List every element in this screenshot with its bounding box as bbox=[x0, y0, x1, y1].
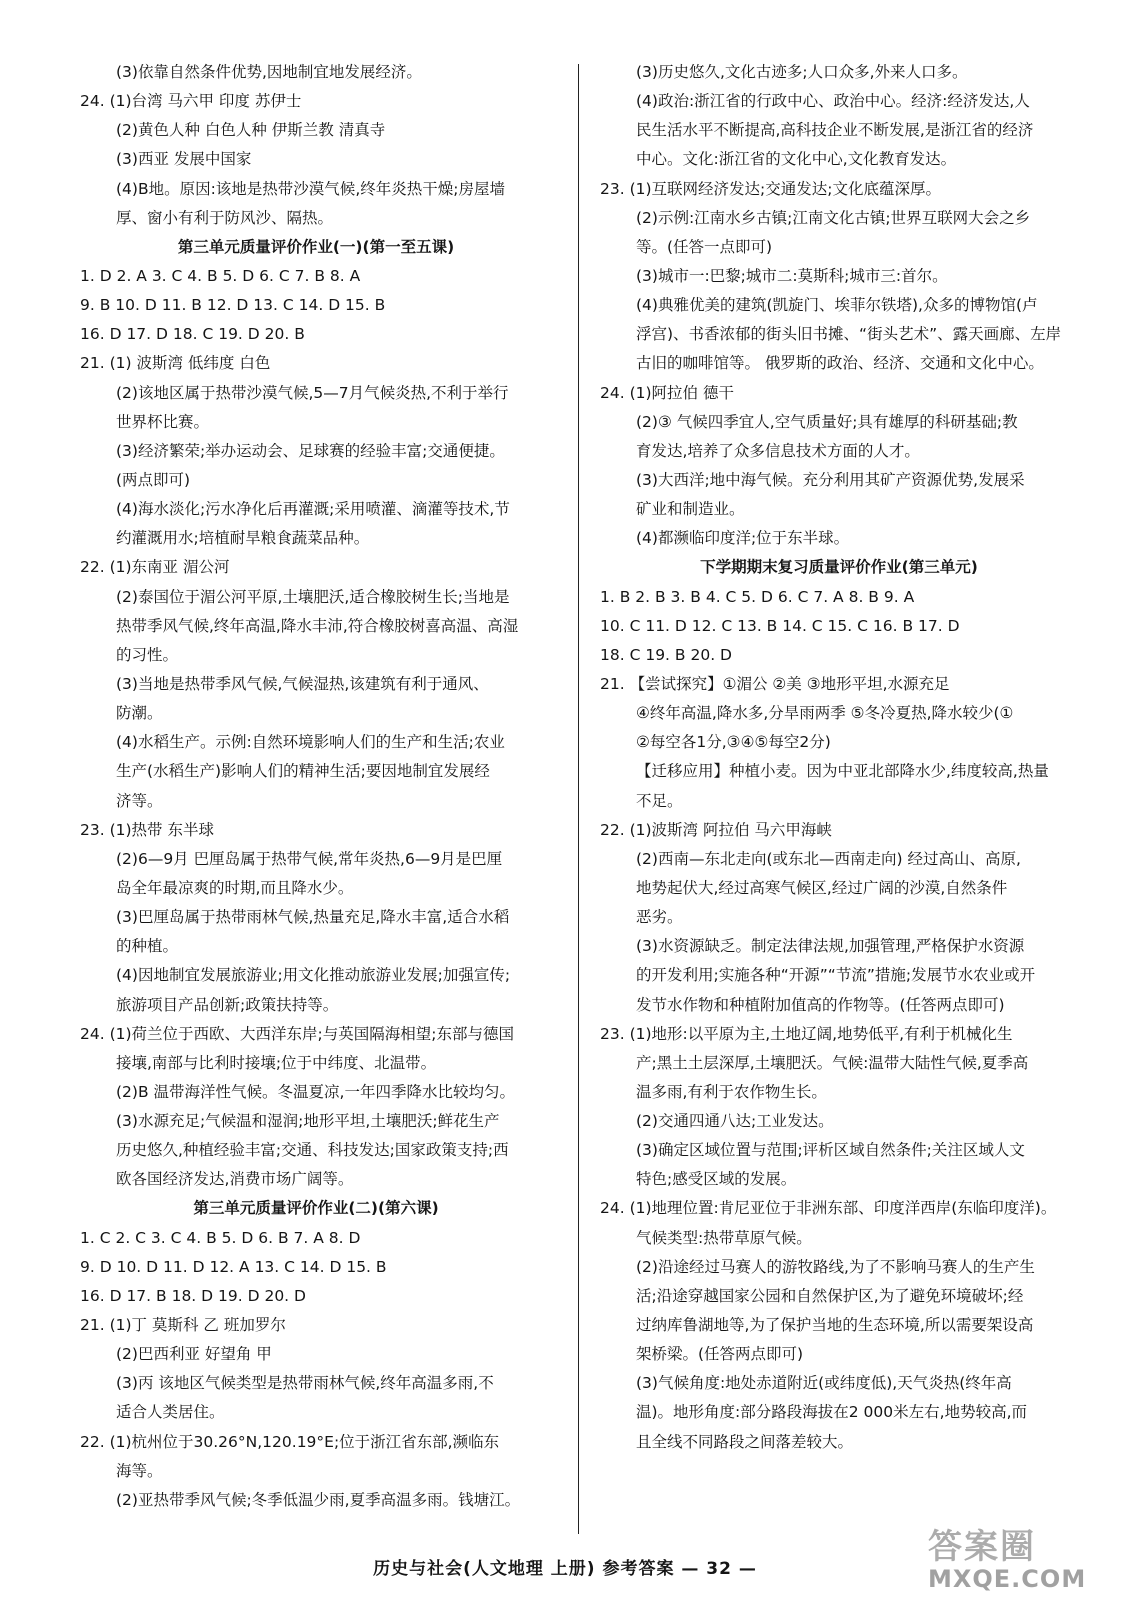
answer-line: 活;沿途穿越国家公园和自然保护区,为了避免环境破坏;经 bbox=[636, 1286, 1024, 1305]
answer-line: 1. C 2. C 3. C 4. B 5. D 6. B 7. A 8. D bbox=[80, 1228, 361, 1247]
section-heading: 下学期期末复习质量评价作业(第三单元) bbox=[700, 558, 978, 577]
answer-line: (2)③ 气候四季宜人,空气质量好;具有雄厚的科研基础;教 bbox=[636, 412, 1018, 431]
answer-line: 热带季风气候,终年高温,降水丰沛,符合橡胶树喜高温、高湿 bbox=[116, 616, 519, 635]
answer-line: (3)历史悠久,文化古迹多;人口众多,外来人口多。 bbox=[636, 63, 968, 81]
answer-line: 24. (1)台湾 马六甲 印度 苏伊士 bbox=[80, 92, 302, 111]
answer-line: 古旧的咖啡馆等。 俄罗斯的政治、经济、交通和文化中心。 bbox=[636, 354, 1044, 373]
answer-line: (3)丙 该地区气候类型是热带雨林气候,终年高温多雨,不 bbox=[116, 1374, 494, 1393]
column-divider bbox=[578, 64, 579, 1534]
answer-line: (3)水源充足;气候温和湿润;地形平坦,土壤肥沃;鲜花生产 bbox=[116, 1112, 500, 1131]
answer-line: 的开发利用;实施各种“开源”“节流”措施;发展节水农业或开 bbox=[636, 966, 1036, 985]
answer-line: 23. (1)地形:以平原为主,土地辽阔,地势低平,有利于机械化生 bbox=[600, 1024, 1013, 1043]
answer-line: (2)B 温带海洋性气候。冬温夏凉,一年四季降水比较均匀。 bbox=[116, 1082, 515, 1101]
answer-line: (2)6—9月 巴厘岛属于热带气候,常年炎热,6—9月是巴厘 bbox=[116, 849, 503, 868]
answer-line: 23. (1)互联网经济发达;交通发达;文化底蕴深厚。 bbox=[600, 179, 941, 198]
answer-line: 接壤,南部与比利时接壤;位于中纬度、北温带。 bbox=[116, 1053, 437, 1072]
answer-line: 16. D 17. D 18. C 19. D 20. B bbox=[80, 325, 305, 344]
section-heading: 第三单元质量评价作业(二)(第六课) bbox=[193, 1199, 439, 1218]
answer-line: 21. 【尝试探究】①湄公 ②美 ③地形平坦,水源充足 bbox=[600, 674, 950, 693]
answer-line: 且全线不同路段之间落差较大。 bbox=[636, 1432, 854, 1451]
page-footer: 历史与社会(人文地理 上册) 参考答案 — 32 — bbox=[373, 1559, 757, 1579]
watermark bbox=[928, 1528, 1103, 1594]
answer-line: 育发达,培养了众多信息技术方面的人才。 bbox=[636, 441, 920, 460]
answer-line: 济等。 bbox=[116, 791, 163, 810]
answer-line: 23. (1)热带 东半球 bbox=[80, 820, 214, 839]
answer-line: (3)大西洋;地中海气候。充分利用其矿产资源优势,发展采 bbox=[636, 470, 1025, 489]
answer-line: 9. D 10. D 11. D 12. A 13. C 14. D 15. B bbox=[80, 1257, 387, 1276]
answer-line: 温多雨,有利于农作物生长。 bbox=[636, 1082, 827, 1101]
answer-line: (3)经济繁荣;举办运动会、足球赛的经验丰富;交通便捷。 bbox=[116, 441, 505, 460]
answer-line: 生产(水稻生产)影响人们的精神生活;要因地制宜发展经 bbox=[116, 762, 490, 781]
answer-line: (3)气候角度:地处赤道附近(或纬度低),天气炎热(终年高 bbox=[636, 1374, 1012, 1393]
answer-line: 的种植。 bbox=[116, 937, 179, 956]
answer-line: 岛全年最凉爽的时期,而且降水少。 bbox=[116, 878, 354, 897]
answer-line: 产;黑土土层深厚,土壤肥沃。气候:温带大陆性气候,夏季高 bbox=[636, 1053, 1029, 1072]
answer-line: (2)西南—东北走向(或东北—西南走向) 经过高山、高原, bbox=[636, 849, 1021, 868]
answer-line: 旅游项目产品创新;政策扶持等。 bbox=[116, 995, 339, 1014]
answer-line: 16. D 17. B 18. D 19. D 20. D bbox=[80, 1286, 306, 1305]
answer-line: (4)典雅优美的建筑(凯旋门、埃菲尔铁塔),众多的博物馆(卢 bbox=[636, 296, 1038, 315]
answer-line: (3)依靠自然条件优势,因地制宜地发展经济。 bbox=[116, 63, 422, 81]
answer-line: 地势起伏大,经过高寒气候区,经过广阔的沙漠,自然条件 bbox=[636, 878, 1008, 897]
answer-line: 9. B 10. D 11. B 12. D 13. C 14. D 15. B bbox=[80, 296, 386, 315]
answer-line: 等。(任答一点即可) bbox=[636, 237, 773, 256]
answer-line: ②每空各1分,③④⑤每空2分) bbox=[636, 733, 831, 752]
answer-line: 的习性。 bbox=[116, 645, 179, 664]
answer-line: 1. D 2. A 3. C 4. B 5. D 6. C 7. B 8. A bbox=[80, 266, 361, 285]
answer-line: 中心。文化:浙江省的文化中心,文化教育发达。 bbox=[636, 150, 957, 169]
answer-line: (4)水稻生产。示例:自然环境影响人们的生产和生活;农业 bbox=[116, 733, 505, 752]
answer-line: (2)亚热带季风气候;冬季低温少雨,夏季高温多雨。钱塘江。 bbox=[116, 1490, 521, 1509]
right-column bbox=[600, 58, 1078, 1457]
answer-line: (3)确定区域位置与范围;评析区域自然条件;关注区域人文 bbox=[636, 1141, 1025, 1160]
watermark-url: MXQE.COM bbox=[928, 1565, 1087, 1593]
answer-line: 约灌溉用水;培植耐旱粮食蔬菜品种。 bbox=[116, 529, 370, 548]
answer-line: 发节水作物和种植附加值高的作物等。(任答两点即可) bbox=[636, 995, 1005, 1014]
answer-line: 21. (1)丁 莫斯科 乙 班加罗尔 bbox=[80, 1316, 286, 1335]
answer-line: (2)泰国位于湄公河平原,土壤肥沃,适合橡胶树生长;当地是 bbox=[116, 587, 510, 606]
answer-line: 不足。 bbox=[636, 791, 683, 810]
answer-line: (2)交通四通八达;工业发达。 bbox=[636, 1112, 834, 1131]
answer-line: 浮宫)、书香浓郁的街头旧书摊、“街头艺术”、露天画廊、左岸 bbox=[636, 325, 1062, 344]
answer-line: 24. (1)地理位置:肯尼亚位于非洲东部、印度洋西岸(东临印度洋)。 bbox=[600, 1199, 1057, 1218]
answer-line: 10. C 11. D 12. C 13. B 14. C 15. C 16. B 17. D bbox=[600, 616, 960, 635]
answer-line: 22. (1)东南亚 湄公河 bbox=[80, 558, 230, 577]
answer-line: 22. (1)杭州位于30.26°N,120.19°E;位于浙江省东部,濒临东 bbox=[80, 1432, 500, 1451]
answer-line: (4)B地。原因:该地是热带沙漠气候,终年炎热干燥;房屋墙 bbox=[116, 179, 505, 198]
answer-line: 适合人类居住。 bbox=[116, 1403, 225, 1422]
answer-line: 架桥梁。(任答两点即可) bbox=[636, 1345, 804, 1364]
answer-line: (4)海水淡化;污水净化后再灌溉;采用喷灌、滴灌等技术,节 bbox=[116, 500, 510, 519]
answer-line: 厚、窗小有利于防风沙、隔热。 bbox=[116, 208, 334, 227]
answer-line: (4)都濒临印度洋;位于东半球。 bbox=[636, 529, 850, 548]
answer-line: (3)巴厘岛属于热带雨林气候,热量充足,降水丰富,适合水稻 bbox=[116, 908, 510, 927]
answer-line: (3)城市一:巴黎;城市二:莫斯科;城市三:首尔。 bbox=[636, 266, 948, 285]
answer-line: (4)因地制宜发展旅游业;用文化推动旅游业发展;加强宣传; bbox=[116, 966, 511, 985]
answer-line: 世界杯比赛。 bbox=[116, 412, 210, 431]
answer-line: ④终年高温,降水多,分旱雨两季 ⑤冬冷夏热,降水较少(① bbox=[636, 704, 1014, 723]
answer-line: 气候类型:热带草原气候。 bbox=[636, 1228, 812, 1247]
answer-line: (4)政治:浙江省的行政中心、政治中心。经济:经济发达,人 bbox=[636, 92, 1030, 111]
answer-line: (2)沿途经过马赛人的游牧路线,为了不影响马赛人的生产生 bbox=[636, 1257, 1035, 1276]
answer-line: 历史悠久,种植经验丰富;交通、科技发达;国家政策支持;西 bbox=[116, 1141, 509, 1160]
answer-line: 欧各国经济发达,消费市场广阔等。 bbox=[116, 1170, 354, 1189]
answer-line: 24. (1)荷兰位于西欧、大西洋东岸;与英国隔海相望;东部与德国 bbox=[80, 1024, 514, 1043]
answer-line: (3)当地是热带季风气候,气候湿热,该建筑有利于通风、 bbox=[116, 674, 489, 693]
answer-line: 过纳库鲁湖地等,为了保护当地的生态环境,所以需要架设高 bbox=[636, 1316, 1034, 1335]
answer-line: 防潮。 bbox=[116, 704, 163, 723]
answer-line: 21. (1) 波斯湾 低纬度 白色 bbox=[80, 354, 271, 373]
answer-line: 24. (1)阿拉伯 德干 bbox=[600, 383, 734, 402]
answer-line: (两点即可) bbox=[116, 470, 191, 489]
answer-line: 特色;感受区域的发展。 bbox=[636, 1170, 797, 1189]
answer-line: (3)西亚 发展中国家 bbox=[116, 150, 252, 169]
answer-line: (2)该地区属于热带沙漠气候,5—7月气候炎热,不利于举行 bbox=[116, 383, 509, 402]
answer-line: 温)。地形角度:部分路段海拔在2 000米左右,地势较高,而 bbox=[636, 1403, 1027, 1422]
answer-line: 18. C 19. B 20. D bbox=[600, 645, 732, 664]
watermark-title: 答案圈 bbox=[928, 1527, 1036, 1567]
answer-line: 恶劣。 bbox=[636, 908, 683, 927]
answer-line: 22. (1)波斯湾 阿拉伯 马六甲海峡 bbox=[600, 820, 832, 839]
answer-line: (2)黄色人种 白色人种 伊斯兰教 清真寺 bbox=[116, 121, 386, 140]
answer-line: (3)水资源缺乏。制定法律法规,加强管理,严格保护水资源 bbox=[636, 937, 1025, 956]
answer-line: (2)巴西利亚 好望角 甲 bbox=[116, 1345, 272, 1364]
answer-line: 民生活水平不断提高,高科技企业不断发展,是浙江省的经济 bbox=[636, 121, 1034, 140]
answer-line: (2)示例:江南水乡古镇;江南文化古镇;世界互联网大会之乡 bbox=[636, 208, 1031, 227]
answer-line: 海等。 bbox=[116, 1461, 163, 1480]
left-column bbox=[80, 58, 552, 1515]
answer-line: 矿业和制造业。 bbox=[636, 500, 745, 519]
section-heading: 第三单元质量评价作业(一)(第一至五课) bbox=[177, 237, 455, 256]
answer-line: 【迁移应用】种植小麦。因为中亚北部降水少,纬度较高,热量 bbox=[636, 762, 1049, 781]
answer-line: 1. B 2. B 3. B 4. C 5. D 6. C 7. A 8. B 9. A bbox=[600, 587, 915, 606]
